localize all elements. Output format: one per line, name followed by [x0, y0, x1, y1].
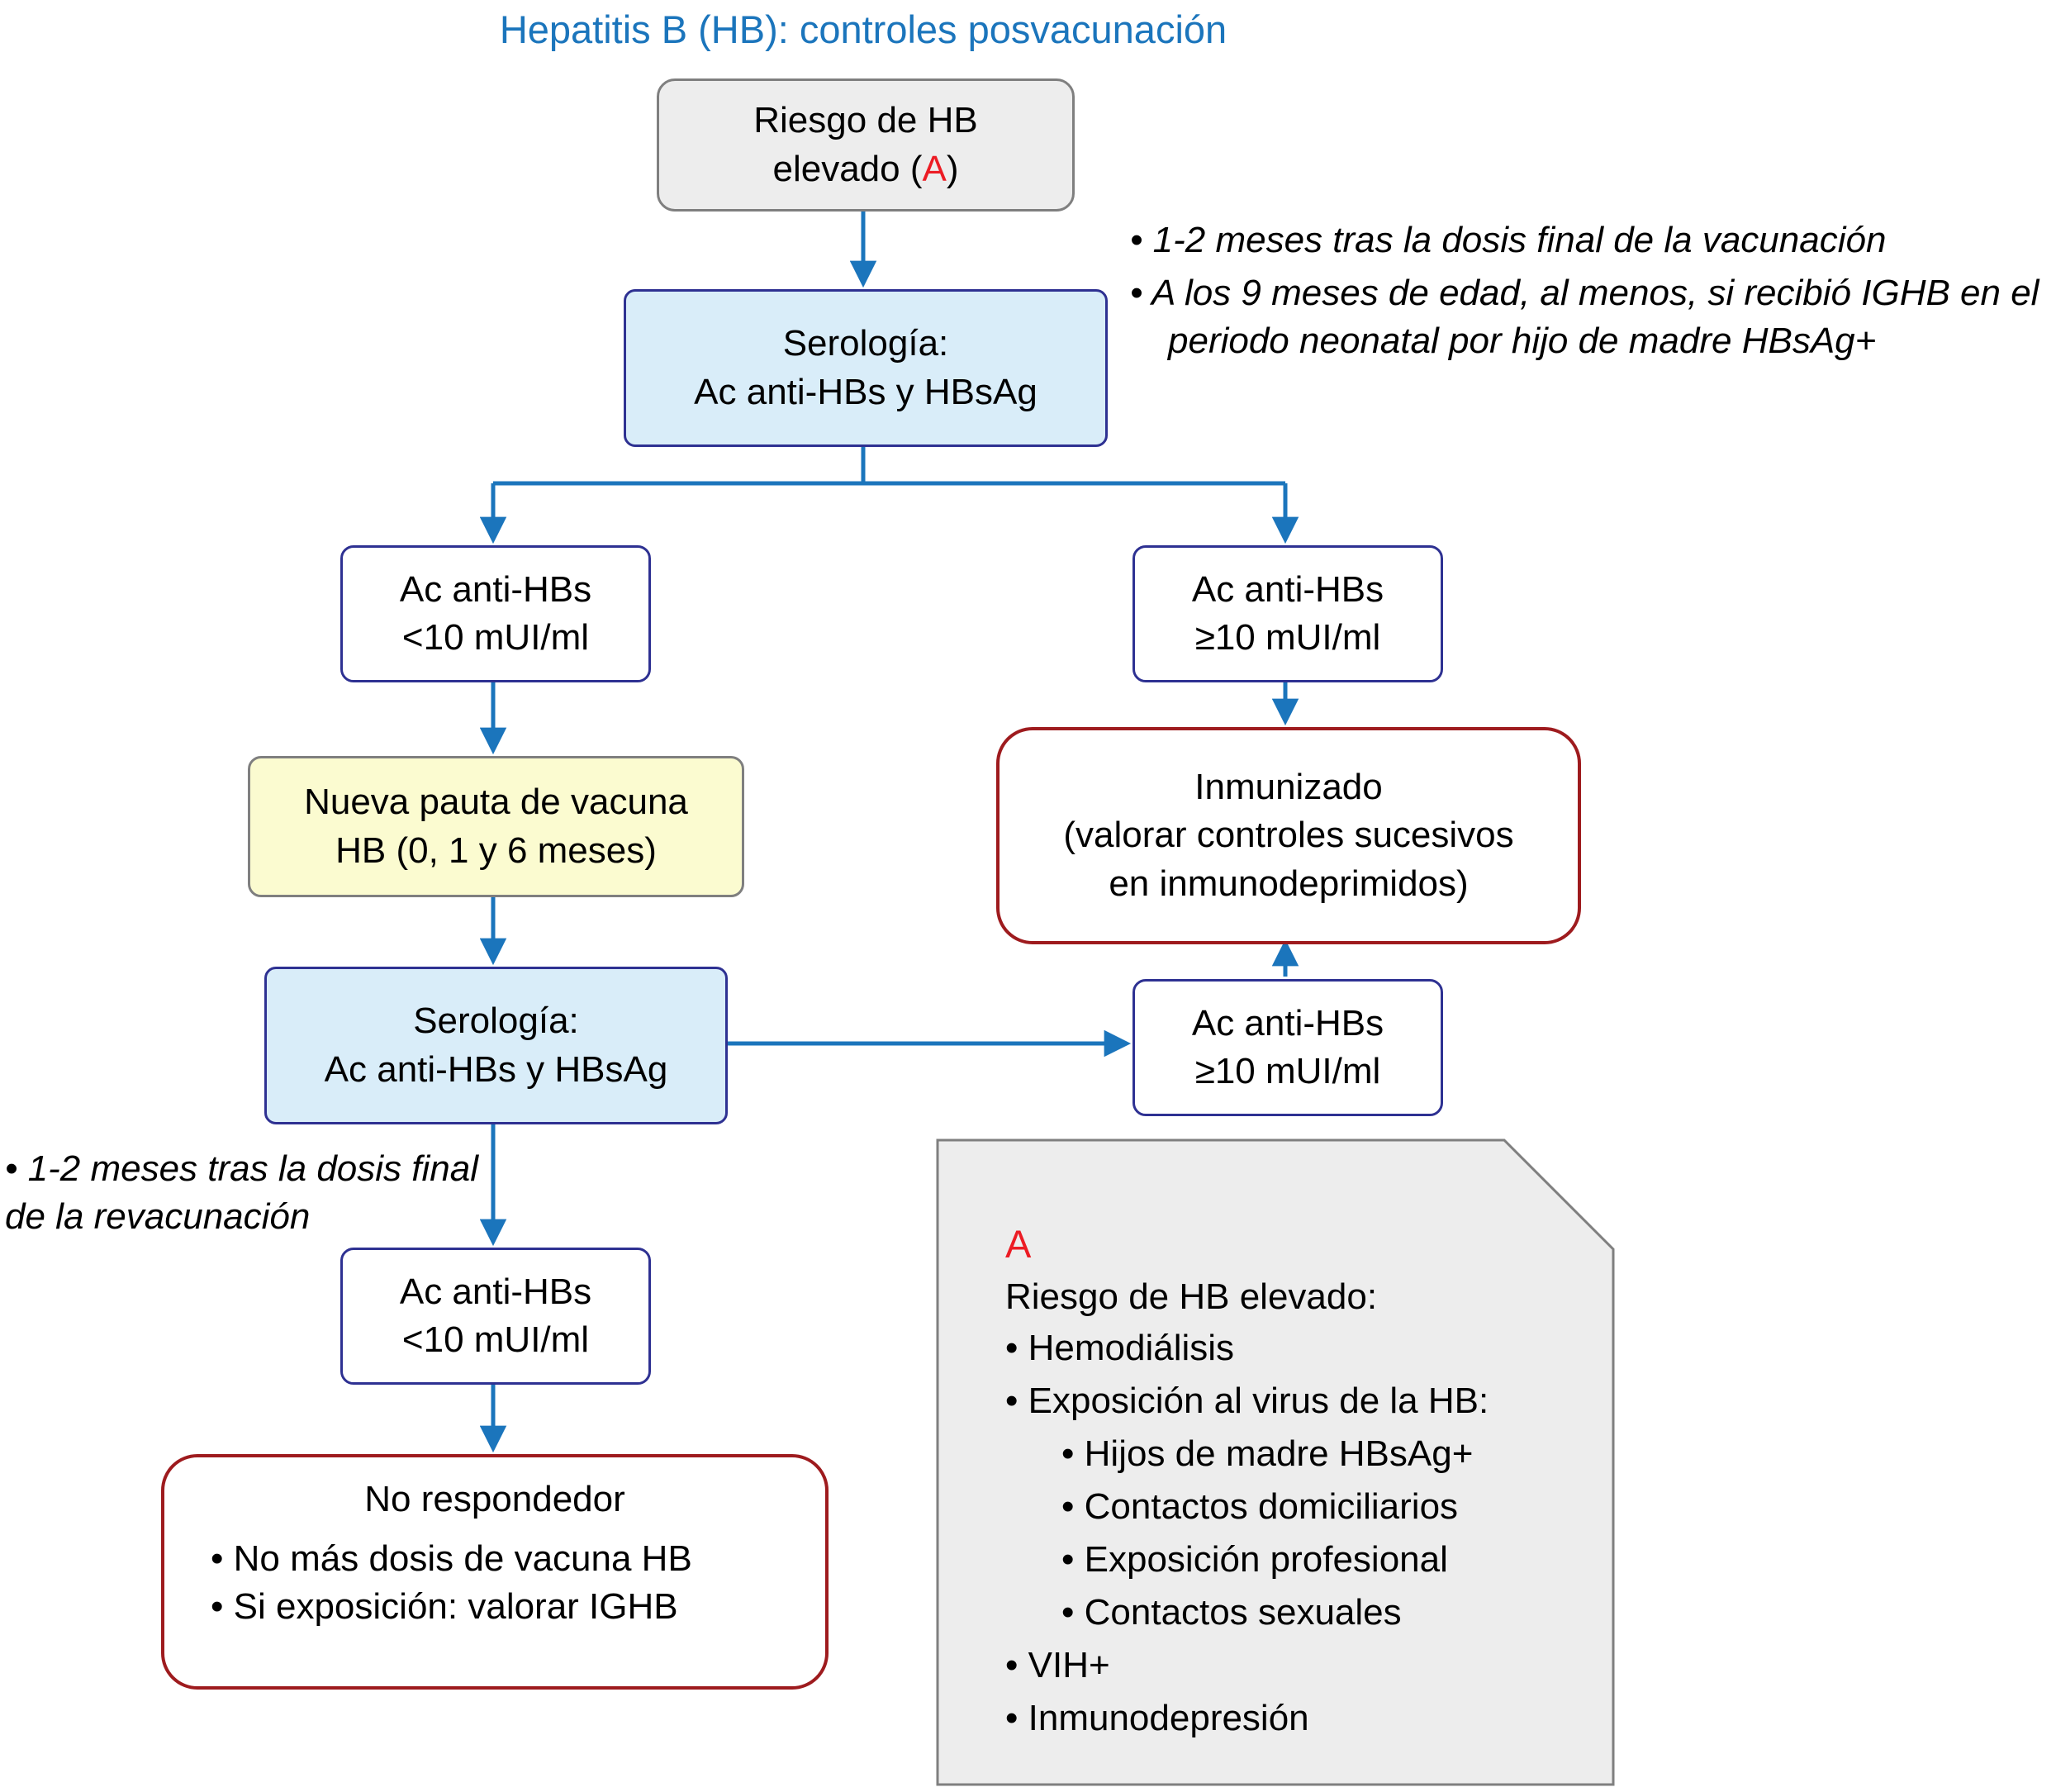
- timing-note-top-item2: • A los 9 meses de edad, al menos, si recibió IGHB en el periodo neonatal por hijo de madre HBsAg+: [1130, 269, 2055, 365]
- footnote-item-vih: • VIH+: [1005, 1645, 1590, 1686]
- anti-hbs-ge10-1-line2: ≥10 mUI/ml: [1194, 617, 1381, 658]
- footnote-item-hijos-madre: • Hijos de madre HBsAg+: [1061, 1433, 1590, 1475]
- timing-note-top: [1130, 216, 2055, 370]
- footnote-item-exposicion-profesional: • Exposición profesional: [1061, 1539, 1590, 1580]
- non-responder-bullet2: • Si exposición: valorar IGHB: [164, 1583, 678, 1631]
- immunized-line3: en inmunodeprimidos): [1109, 863, 1469, 904]
- footnote-item-inmunodepresion: • Inmunodepresión: [1005, 1698, 1590, 1739]
- footnote-marker-a: A: [1005, 1222, 1032, 1266]
- serology2-box: [264, 967, 728, 1124]
- timing-note-top-item1: • 1-2 meses tras la dosis final de la vacunación: [1130, 216, 2055, 264]
- non-responder-box: [161, 1454, 829, 1690]
- serology1-line2: Ac anti-HBs y HBsAg: [694, 371, 1037, 412]
- anti-hbs-ge10-box-2: [1132, 979, 1443, 1116]
- footnote-content: [936, 1138, 1615, 1739]
- footnote-item-hemodialisis: • Hemodiálisis: [1005, 1328, 1590, 1369]
- footnote-item-contactos-domiciliarios: • Contactos domiciliarios: [1061, 1486, 1590, 1528]
- non-responder-title: No respondedor: [364, 1479, 625, 1519]
- serology2-line1: Serología:: [413, 1001, 579, 1042]
- footnote-heading: Riesgo de HB elevado:: [1005, 1276, 1378, 1317]
- risk-elevated-box: [657, 78, 1075, 212]
- footnote-item-contactos-sexuales: • Contactos sexuales: [1061, 1592, 1590, 1633]
- immunized-line2: (valorar controles sucesivos: [1063, 815, 1514, 856]
- non-responder-bullet1: • No más dosis de vacuna HB: [164, 1535, 692, 1583]
- footnote-box: [936, 1138, 1615, 1786]
- new-vaccine-schedule-box: [248, 756, 744, 897]
- anti-hbs-lt10-2-line1: Ac anti-HBs: [399, 1271, 592, 1312]
- new-vaccine-line1: Nueva pauta de vacuna: [304, 782, 688, 823]
- footnote-item-exposicion: • Exposición al virus de la HB:: [1005, 1381, 1590, 1422]
- risk-line2-prefix: elevado (: [772, 148, 923, 189]
- page-title: Hepatitis B (HB): controles posvacunación: [499, 7, 1227, 51]
- anti-hbs-ge10-1-line1: Ac anti-HBs: [1191, 568, 1384, 610]
- risk-line1: Riesgo de HB: [753, 100, 978, 141]
- timing-note-left: • 1-2 meses tras la dosis final de la revacunación: [5, 1145, 480, 1241]
- anti-hbs-ge10-box-1: [1132, 545, 1443, 682]
- new-vaccine-line2: HB (0, 1 y 6 meses): [335, 829, 657, 871]
- risk-marker-a: A: [922, 148, 947, 189]
- serology1-line1: Serología:: [782, 323, 949, 364]
- anti-hbs-lt10-1-line1: Ac anti-HBs: [399, 568, 592, 610]
- immunized-line1: Inmunizado: [1194, 767, 1383, 808]
- risk-line2-suffix: ): [946, 148, 959, 189]
- anti-hbs-ge10-2-line1: Ac anti-HBs: [1191, 1002, 1384, 1043]
- serology1-box: [624, 289, 1108, 447]
- anti-hbs-lt10-2-line2: <10 mUI/ml: [401, 1319, 590, 1360]
- anti-hbs-lt10-box-1: [340, 545, 651, 682]
- serology2-line2: Ac anti-HBs y HBsAg: [324, 1048, 668, 1090]
- risk-line2: [772, 145, 958, 193]
- anti-hbs-lt10-1-line2: <10 mUI/ml: [401, 617, 590, 658]
- immunized-box: [996, 727, 1581, 944]
- anti-hbs-ge10-2-line2: ≥10 mUI/ml: [1194, 1051, 1381, 1091]
- anti-hbs-lt10-box-2: [340, 1248, 651, 1385]
